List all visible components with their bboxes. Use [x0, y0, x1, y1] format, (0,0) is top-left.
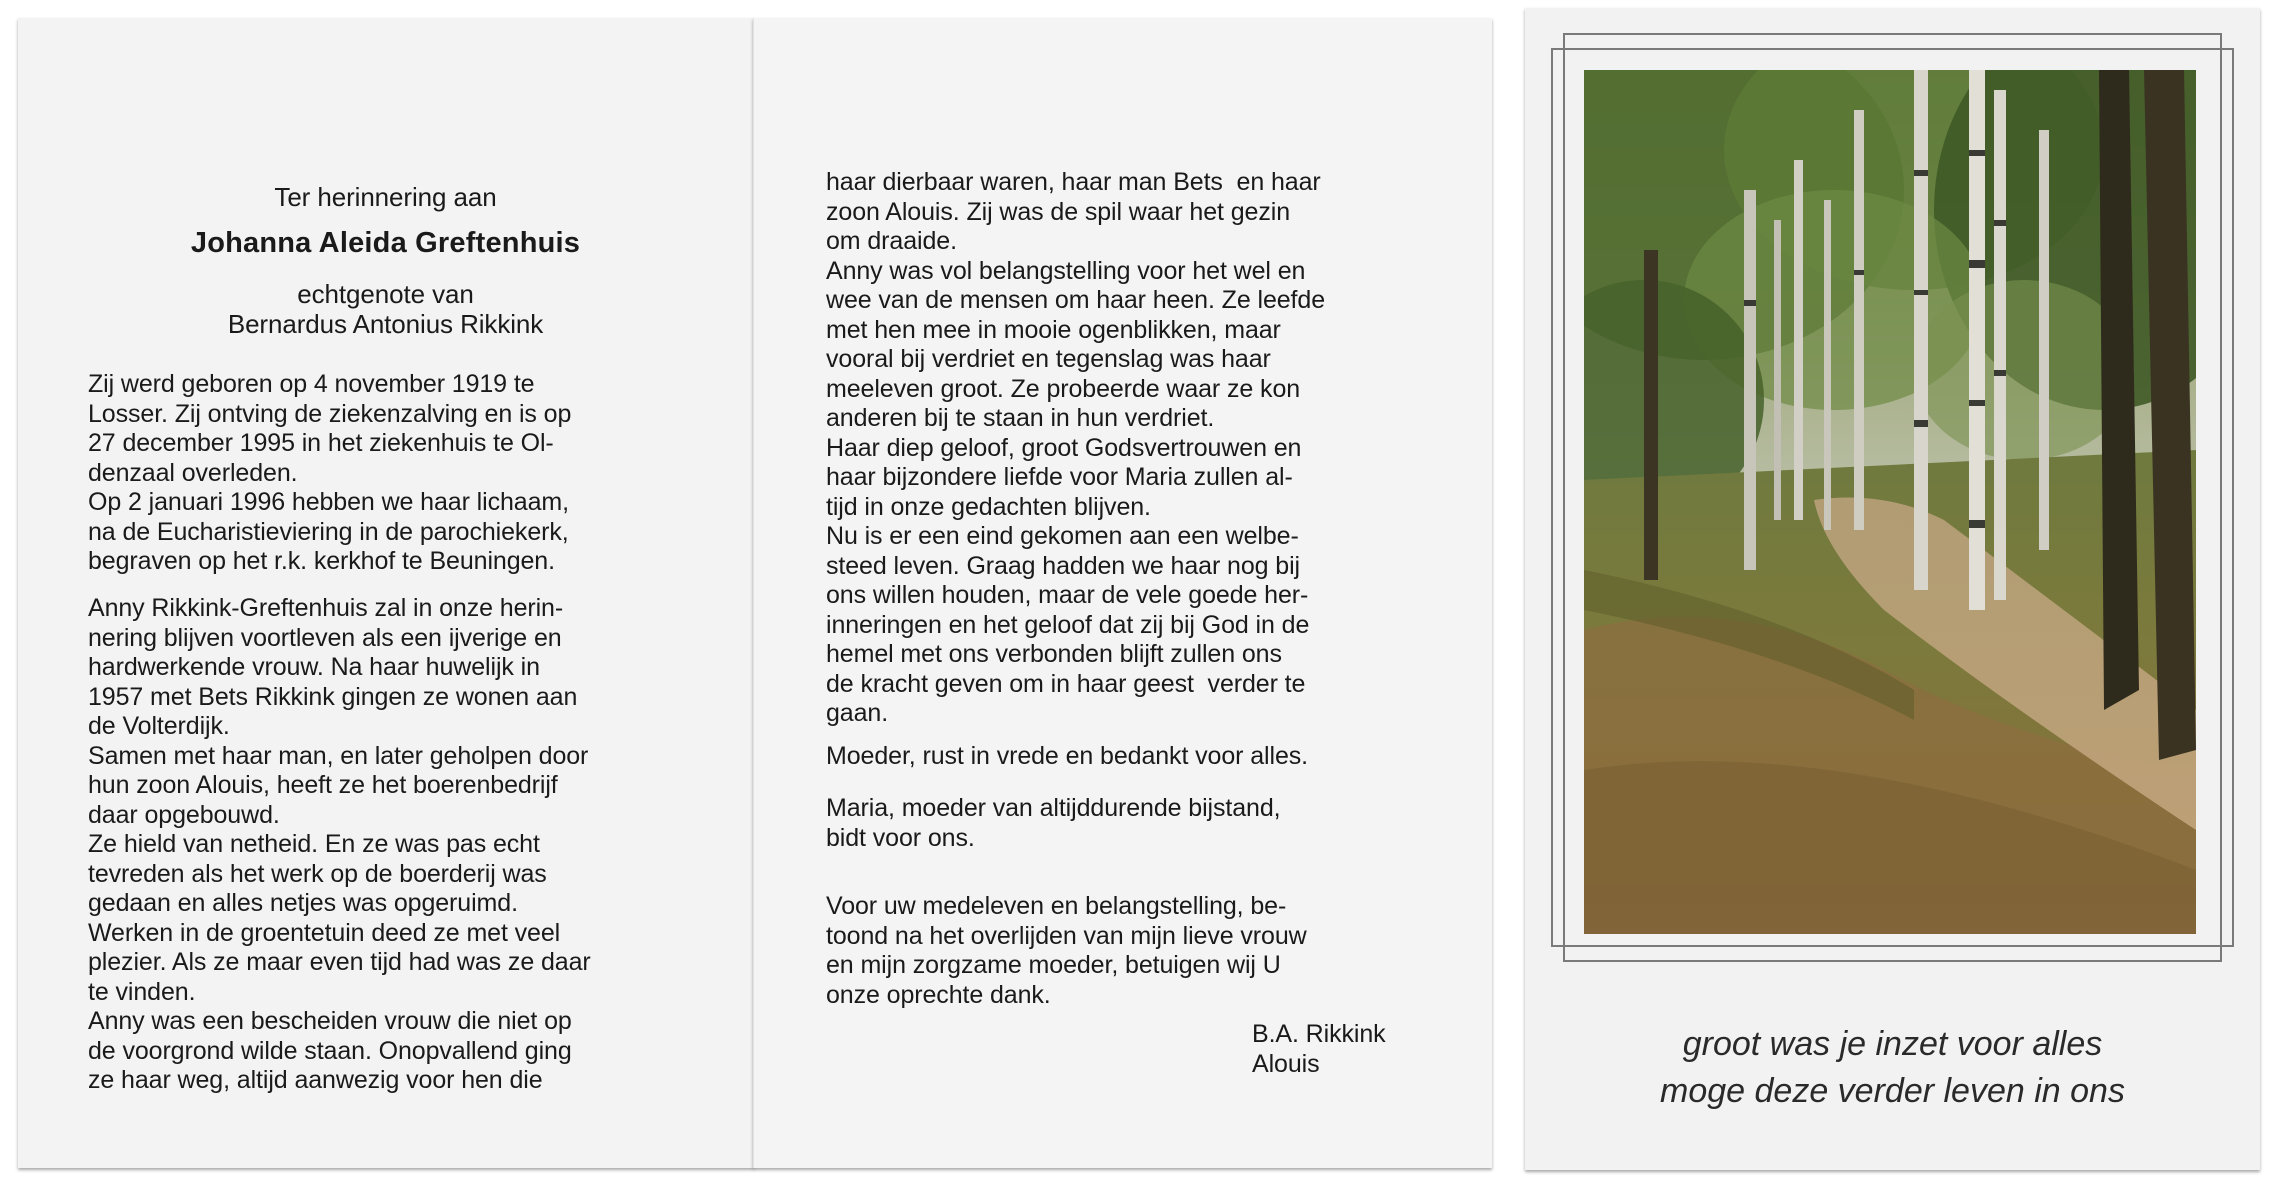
thanks-paragraph: Voor uw medeleven en belangstelling, be- toond na het overlijden van mijn lieve vrouw en mijn zorgzame moeder, betuigen wij U onze oprechte dank. [826, 892, 1307, 1009]
birth-death-paragraph: Zij werd geboren op 4 november 1919 te Losser. Zij ontving de ziekenzalving en is op 27 december 1995 in het ziekenhuis te Ol- denzaal overleden. Op 2 januari 1996 hebben we haar lichaam, na de Eucharistieviering in de parochiekerk, begraven op het r.k. kerkhof te Beuningen. [88, 370, 572, 575]
memorial-card-left-page [18, 18, 754, 1168]
spouse-name: Bernardus Antonius Rikkink [227, 309, 544, 339]
prayer-text: Maria, moeder van altijddurende bijstand, bidt voor ons. [826, 794, 1281, 852]
continued-paragraph: haar dierbaar waren, haar man Bets en haar zoon Alouis. Zij was de spil waar het gezin om draaide. Anny was vol belangstelling voor het wel en wee van de mensen om haar heen. Ze leefde met hen mee in mooie ogenblikken, maar vooral bij verdriet en tegenslag was haar meeleven groot. Ze probeerde waar ze kon anderen bij te staan in hun verdriet. Haar diep geloof, groot Godsvertrouwen en haar bijzondere liefde voor Maria zullen al- tijd in onze gedachten blijven. Nu is er een eind gekomen aan een welbe- steed leven. Graag hadden we haar nog bij ons willen houden, maar de vele goede her- inneringen en het geloof dat zij bij God in de hemel met ons verbonden blijft zullen ons de kracht geven om in haar geest verder te gaan. [826, 168, 1326, 727]
deceased-name: Johanna Aleida Greftenhuis [190, 227, 581, 259]
life-paragraph: Anny Rikkink-Greftenhuis zal in onze herin- nering blijven voortleven als een ijverige en hardwerkende vrouw. Na haar huwelijk in 1957 met Bets Rikkink gingen ze wonen aan de Volterdijk. Samen met haar man, en later geholpen door hun zoon Alouis, heeft ze het boerenbedrijf daar opgebouwd. Ze hield van netheid. En ze was pas echt tevreden als het werk op de boerderij was gedaan en alles netjes was opgeruimd. Werken in de groentetuin deed ze met veel plezier. Als ze maar even tijd had was ze daar te vinden. Anny was een bescheiden vrouw die niet op de voorgrond wilde staan. Onopvallend ging ze haar weg, altijd aanwezig voor hen die [88, 594, 591, 1094]
relation-text: echtgenote van [297, 279, 474, 309]
memorial-card-front-page [1525, 8, 2260, 1170]
forest-path-photo-icon [1584, 70, 2196, 934]
intro-text: Ter herinnering aan [274, 182, 497, 212]
signature: B.A. Rikkink Alouis [1252, 1020, 1386, 1078]
memorial-card-middle-page [753, 18, 1492, 1168]
verse-text: groot was je inzet voor alles moge deze verder leven in ons [1660, 1025, 2125, 1110]
rest-in-peace-text: Moeder, rust in vrede en bedankt voor alles. [826, 742, 1308, 770]
